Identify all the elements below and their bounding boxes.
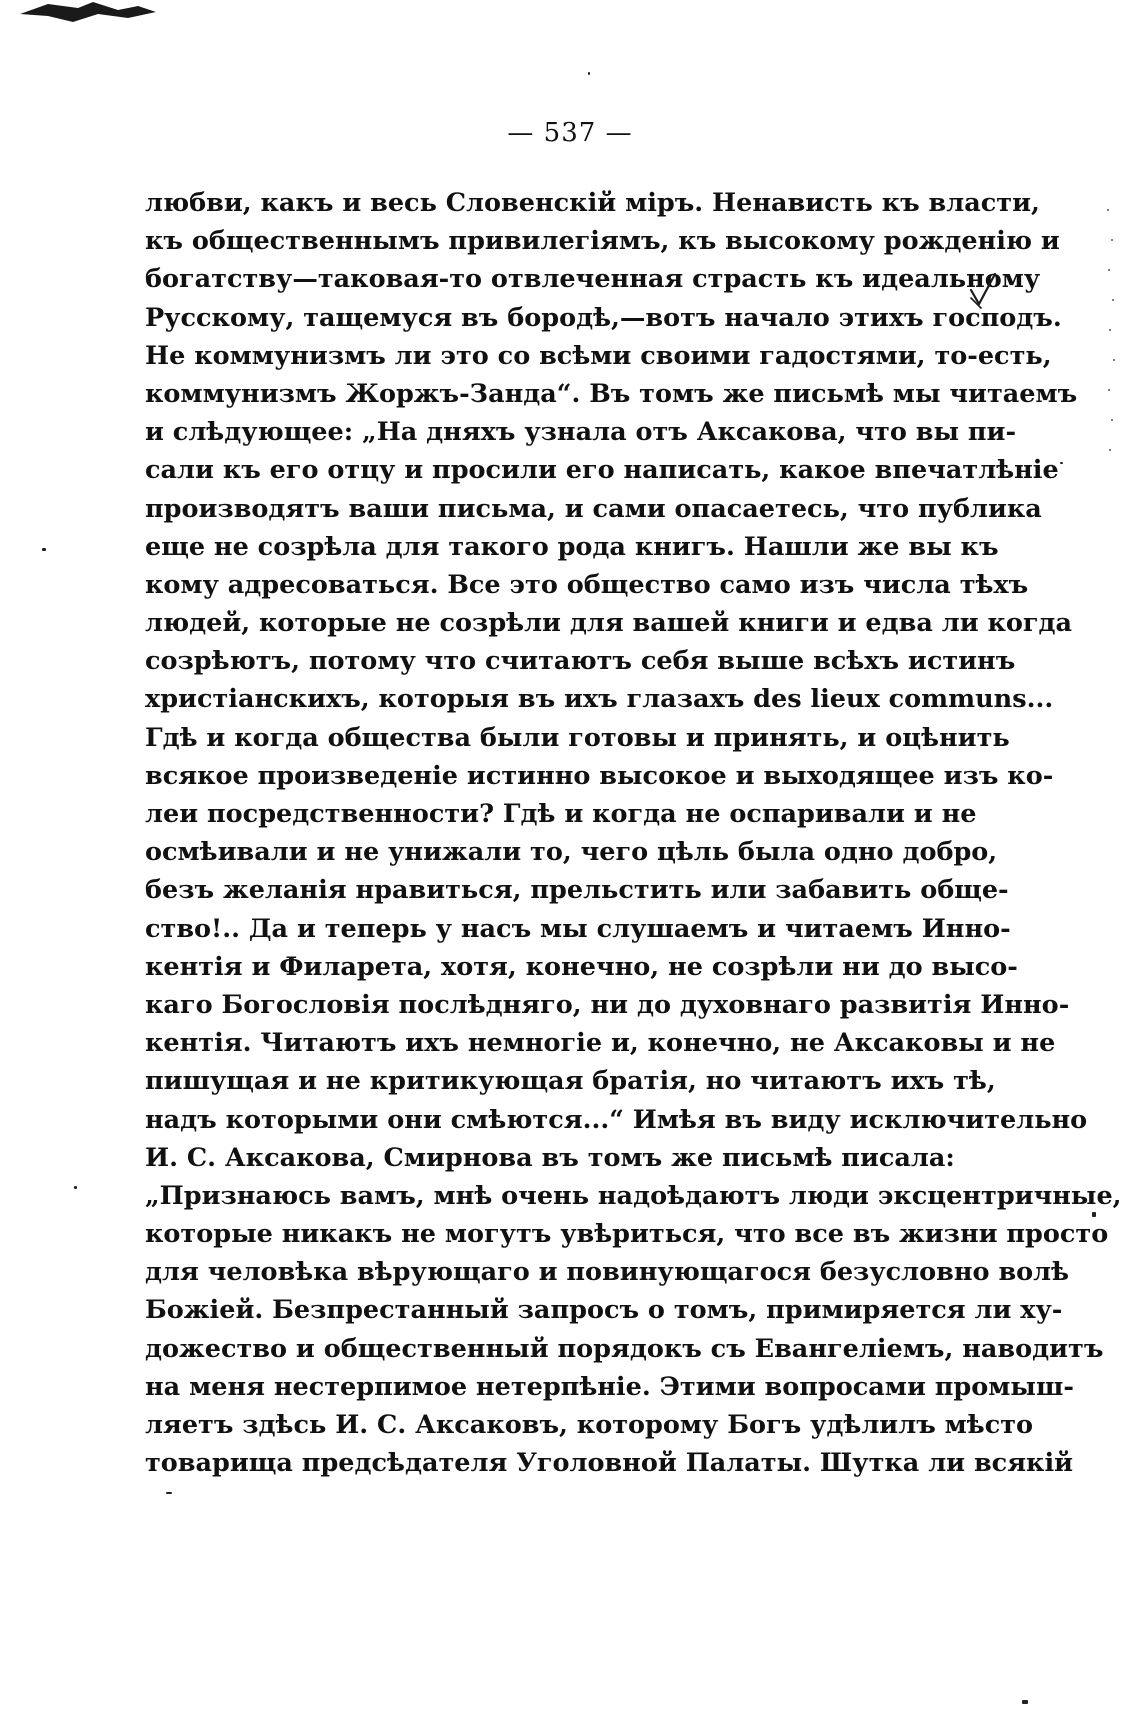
text-line: коммунизмъ Жоржъ-Занда“. Въ томъ же письмѣ мы читаемъ: [145, 378, 1078, 409]
text-line: любви, какъ и весь Словенскій міръ. Ненависть къ власти,: [145, 188, 1040, 218]
text-line: осмѣивали и не унижали то, чего цѣль была одно добро,: [145, 837, 998, 868]
text-line: на меня нестерпимое нетерпѣніе. Этими вопросами промыш-: [145, 1371, 1074, 1402]
text-line: И. С. Аксакова, Смирнова въ томъ же письмѣ писала:: [145, 1142, 955, 1173]
ink-speck: [1092, 1212, 1096, 1217]
text-line: ство!.. Да и теперь у насъ мы слушаемъ и читаемъ Инно-: [145, 913, 1011, 944]
text-line: „Признаюсь вамъ, мнѣ очень надоѣдаютъ люди эксцентричные,: [145, 1180, 1122, 1211]
text-line: всякое произведеніе истинно высокое и выходящее изъ ко-: [145, 760, 1054, 791]
text-line: безъ желанія нравиться, прельстить или забавить обще-: [145, 875, 1009, 906]
text-line: кентія. Читаютъ ихъ немногіе и, конечно, не Аксаковы и не: [145, 1028, 1056, 1059]
text-line: каго Богословія послѣдняго, ни до духовнаго развитія Инно-: [145, 989, 1070, 1020]
text-line: ляетъ здѣсь И. С. Аксаковъ, которому Богъ удѣлилъ мѣсто: [145, 1410, 1034, 1440]
text-line: пишущая и не критикующая братія, но читаютъ ихъ тѣ,: [145, 1066, 996, 1097]
text-line: еще не созрѣла для такого рода книгъ. Нашли же вы къ: [145, 531, 999, 562]
text-line: Божіей. Безпрестанный запросъ о томъ, примиряется ли ху-: [145, 1295, 1063, 1326]
ink-speck: [42, 548, 46, 551]
text-line: и слѣдующее: „На дняхъ узнала отъ Аксакова, что вы пи-: [145, 417, 1017, 448]
ink-speck: [1060, 462, 1063, 464]
text-line: леи посредственности? Гдѣ и когда не оспаривали и не: [145, 799, 977, 829]
text-line: производятъ ваши письма, и сами опасаетесь, что публика: [145, 493, 1042, 524]
page-number: — 537 —: [507, 118, 633, 148]
text-line: сали къ его отцу и просили его написать, какое впечатлѣніе: [145, 455, 1059, 486]
text-line: къ общественнымъ привилегіямъ, къ высокому рожденію и: [145, 226, 1060, 257]
text-line: христіанскихъ, которыя въ ихъ глазахъ des lieux communs...: [145, 684, 1054, 715]
text-line: кентія и Филарета, хотя, конечно, не созрѣли ни до высо-: [145, 951, 1018, 982]
text-line: богатству—таковая-то отвлеченная страсть къ идеальному: [145, 264, 1041, 295]
text-line: товарища предсѣдателя Уголовной Палаты. Шутка ли всякій: [145, 1448, 1074, 1479]
text-line: которые никакъ не могутъ увѣриться, что все въ жизни просто: [145, 1219, 1109, 1250]
ink-smudge: [18, 0, 158, 26]
text-line: созрѣютъ, потому что считаютъ себя выше всѣхъ истинъ: [145, 646, 1016, 677]
text-line: надъ которыми они смѣются...“ Имѣя въ виду исключительно: [145, 1104, 1088, 1135]
text-line: людей, которые не созрѣли для вашей книги и едва ли когда: [145, 608, 1073, 639]
text-line: для человѣка вѣрующаго и повинующагося безусловно волѣ: [145, 1257, 1070, 1288]
body-text: [145, 184, 1122, 1482]
handwritten-check-mark: [965, 268, 1015, 310]
ink-speck: [1022, 1700, 1028, 1704]
ink-speck: [166, 1492, 172, 1494]
ink-speck: [588, 72, 590, 75]
margin-specks: [1100, 200, 1120, 620]
ink-speck: [74, 1186, 77, 1189]
text-line: Гдѣ и когда общества были готовы и принять, и оцѣнить: [145, 722, 1010, 753]
text-line: кому адресоваться. Все это общество само изъ числа тѣхъ: [145, 569, 1029, 600]
text-line: Русскому, тащемуся въ бородѣ,—вотъ начало этихъ господъ.: [145, 302, 1062, 333]
text-line: Не коммунизмъ ли это со всѣми своими гадостями, то-есть,: [145, 340, 1052, 371]
text-line: дожество и общественный порядокъ съ Евангеліемъ, наводитъ: [145, 1333, 1104, 1364]
